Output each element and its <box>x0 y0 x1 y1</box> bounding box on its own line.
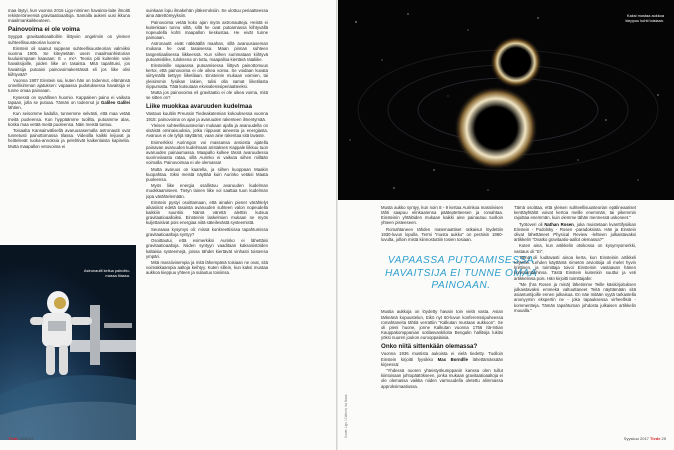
paragraph: Einstein pystyi osoittamaan, että ainakin pienet värähtelyt aikasiirat edetä tasaista avaruuden suhteen valon nopeudella kaikkiin suuntiin. Nämä värettä aletttin kutsua gravitaatioaalloiksi. Einsteinin laskelmien mukaan ne myös kuljettaisivat pois energiaa niitä säteilevästä systeemistä. <box>146 199 268 226</box>
paragraph: Einsteinille vapaassa putoamisessa liittyvä painottomuus kertoi, että painovoima ei ole oikea voima. Se voidaan kuvata siirtymällä tiettyyn liiketilaan. Einsteinin mukaan voimien, tai yleisimmin fysiikan lakien, tulisi olla samat liiketilasta riippumatta. Tätä kutsutaan ekvivalenssiperiaatteeksi. <box>146 63 268 89</box>
footer-page-number: 25 <box>661 436 666 441</box>
paragraph: Osoittautui, että esimerkiksi Aurinko ei lähettäisi gravitaatioaaltoja. Niiden syntyyn vaaditaan kaksosistöiden kaltaisia systeemejä, joissa tähdet kiertävät vinhasti toistensa ympäri. <box>146 238 268 259</box>
paragraph: Yleisen suhteellisuusteorian mukaan ajalla ja avaruudella on sisäistä ominaisuuksia, jotka riippuvat aineesta ja energiasta. Avaruus ei ole tyhjä näyttämö, vaan aine rakentaa sitä lavaste. <box>146 122 268 139</box>
person-name: Galileo Galilei <box>101 99 130 105</box>
paragraph: Toisaalta Kansainvälisellä avaruusasemalla astronautit ovat tunnetusti painottomassa tilassa. Videoilla kaikki leijuvat ja heittelevät ruoka-annoksia ja pelehtivät kaikenlaista kapinelia. Mutta maapallon vetovoima ei <box>8 128 130 149</box>
astronaut-photo <box>0 245 136 440</box>
paragraph: suinkaan lopu ilmakehän yläkerroksiin. Se ulottuu periaatteessa aina äärettömyyksiin. <box>146 8 268 19</box>
paragraph: Tämä oli luultavasti ainoa kerta, kun Einsteinin artikkeli torjuttiin. Lehden käyttämä nimetön arvioitsija oli melet hyvin kriittinen, ja toimittaja toivoi Einsteinin vastaavan hänen kommentteihinsa. Tästä Einstein kuitenkin suuttui ja veti artikkelinsa pois. Hän kirjoitti toimittajalle: <box>514 254 636 281</box>
right-column-2 <box>514 205 636 437</box>
pull-quote: VAPAASSA PUTOAMISESSA HAVAITSIJA EI TUNNE OMAA PAINOAAN. <box>384 255 537 291</box>
person-name: Max Borndlle <box>437 356 469 362</box>
paragraph: Työtoveri oli Nathan Rosen, joka muistetaan kvanttifysiikan Einstein - Podolsky - Rosen -paradoksista. Hän ja Einstein olivat lähettäneet Physical Review -lehteen julkaistavaksi artikkelin "Ovatko gravitaatio-aallot olemassa?" <box>514 221 636 243</box>
paragraph: Kuten aina, kun artikkelin otsikossa on kysymysmerkki, vastaus oli "Ei". <box>514 243 636 254</box>
paragraph: Seuraava kysymys oli: missä konkreettisissa tapahtumissa gravitaatioaaltoja syntyy? <box>146 226 268 237</box>
person-name: Nathan Rosen <box>544 221 574 227</box>
paragraph: Myös liike energia osallistuu avaruuden kudelman muokkaamiseen. Tietyn lainen liike voi saattaa tuon kudelman jopa värähtelemään. <box>146 183 268 199</box>
paragraph: Syyppä gravitaatioaaltoihin liittyviin ongelmiin on yleinen suhteellisuusteorian luonne. <box>8 34 130 45</box>
paragraph: Mitä massiivisempia ja mitä lähempänä toisiaan ne ovat, sitä voimakkaampia aaltoja keihtyy. Kuten sillein, kun kaksi mustaa aukkoa kieppuu yhteen ja sulautuu toisiinsa. <box>146 260 268 276</box>
paragraph: Kun seisomme kadulla, tunnemme selvästi, että maa vetää meitä puoleensa. Kun hyppäämme tuolilta, putoamme alas, koska maa vetää meitä puoleensa. Näin meistä tuntuu. <box>8 111 130 127</box>
paragraph: "Yhdessä nuoren yhteistyökumppanin kanssa olen tullut kiintoisaan johtopäätökseen, jonka mukaan gravitaatioaaltoja ei ole olemassa vaikka niiden varmuudella oletettu alimmassa approksimaatiossa. <box>381 368 503 389</box>
left-column-2 <box>146 8 268 434</box>
left-page <box>0 0 336 450</box>
paragraph: Einstein oli saanut suppean suhteellisuusteorian valmiiksi vuonna 1905. Se kiteytetään usein maailmanhistorian kuuluisimpaan kaavaan: E = mc². Teoria piti kuitenkin vain havaitsijoille, joiden liike on tasaista. Mitä tapahtuisi, jos havaitsija putoaisi painovoimakentässä eli jos liike olisi kiihtyvää? <box>8 45 130 77</box>
footer-brand: Tiede <box>8 436 19 441</box>
paragraph: maa löytyi, kun vuonna 2016 Ligo-niminen havainto-laite ilmoitti rekisteröineensä gravitaatioaaltoja. Samalla aukeni uusi ikkuna maailmankaikkeuteen. <box>8 8 130 24</box>
paragraph: Mutta jos painovoima eli gravitaatio ei ole oikea voima, mitä se sitten on? <box>146 90 268 101</box>
photo-caption: Astronautit kellua painotto-massa tilassa. <box>83 268 130 278</box>
paragraph: Mutta avaruus on kaarella, ja siihen kuoppaan Maakin kuopahtaa. Siksi meistä näyttää kuin Aurinko vetäisi Maata puoleensa. <box>146 166 268 182</box>
left-footer <box>8 436 34 441</box>
black-holes-photo <box>338 0 674 200</box>
right-page <box>338 0 674 450</box>
right-column-1 <box>381 205 503 437</box>
section-heading: Liike muokkaa avaruuden kudelmaa <box>146 102 252 110</box>
black-holes-illustration <box>338 0 674 200</box>
paragraph: Romahtaneen tähden matemaattiset ratkaisut löydettiin 1930-luvun lopulla. Termi "musta aukko" on peräisin 1960-luvulta, jolloin mistä kiinnostuttiin tosien tosiaan. <box>381 226 503 243</box>
paragraph: Kysessä on syvällinen huomio. Kappaleen paino ei vaikuta tapaan, jolla se putoaa. Tämän on todennut jo Galileo Galilei lähtien. <box>8 94 130 111</box>
paragraph: Vuonna 1936 mustista aukoista ei vielä tiedetty. Tuolloin Einstein kirjoitti fyysikko Max Borndlle lähettämässään kirjeessä: <box>381 351 503 367</box>
paragraph: Tämä osoittaa, että yleisen suhteellisuusteorian epälineaariset kenttäyhtälöt voivat kertoa meille enemmän, tai pikemmin rajoittaa enemmän, kuin olemme tähän mennessä uskoneet." <box>514 205 636 221</box>
footer-issue: 12/2017 <box>19 436 34 441</box>
left-column-1 <box>8 8 130 244</box>
paragraph: Vuonna 1907 Einstein sai, kuten hän on todennut, elämänsä onnellisimman ajatuksen: vapaassa pudotuksessa havaitsija ei tunne omaa painoaan. <box>8 78 130 94</box>
paragraph: Painovoima vetää koko ajan myös astronautteja. Heistä ei kuitenkaan tunnu siltä, sillä he ovat putoamassa kiihtyvällä nopeudella kohti maapallon keskustaa. He eivät tunne painoaan. <box>146 19 268 40</box>
section-heading: Painovoima ei ole voima <box>8 25 80 33</box>
paragraph: Vastaus kuultiin Preussin Tiedeakatemian kokouksessa vuonna 1915: painovoima on ajan ja avaruuden rakenteen ilmentymää. <box>146 111 268 122</box>
photo-credit: Kuvat: Ligo / Caltech; iss Nasa <box>344 394 348 438</box>
paragraph: Astronautit eivät näkkäällä maahan, sillä avaruusaseman mukana he ovat tasaisessa. Maan pinnan suhteen tangentiaalisessa liikkeessä. Kun siihen summataan kiihtyvä putoamisliike, tuloksena on tuttu, maapalloa kiertävä rataliike. <box>146 41 268 62</box>
footer-issue: Syyskuu 2017 <box>623 436 649 441</box>
section-heading: Onko niitä sittenkään olemassa? <box>381 342 478 350</box>
paragraph: Musta aukko syntyy, kun noin 8 - 9 kertaa Aurinkoa massiivisen tähti saapuu elinkaarensa pääteptetteesen ja romahtaa. Einsteinin yhtälöiden mukaan kaikki aine painautuu tuolloin yhteen pisteeseen. <box>381 205 503 226</box>
paragraph: Esimerkiksi Aurinngon voi massansa ansiosta ajatella painavan avaruuden kudelmaan aristaksen Kappale liikkuu tuon avaruuden painaumassa. Maapallo kulkee tässä avaruudessa suorinviivasta rataa, sillä Aurinko ei vaikuta siihen millään voimalla. Painovoimaa ei ole olemassa! <box>146 139 268 166</box>
footer-brand: Tiede <box>650 436 661 441</box>
paragraph: Mustia aukkoja on löydetty havain toin vielä vasta. Asian tärkeänä kopuustelun, Eikö nyt 60-luvun konferenssipuheessa romahtaneita tähtiä verrattiin "Kalkutan mustaan aukkoon". Se oli pieni huone, jonne Kalkutan vuonna 1756 Itä-Intian Kauppakomppanian sotilasvankiloita Bengalin hallitsija lukitsi yöksi nuuren joukon eurooppalaisia. <box>381 309 503 341</box>
paragraph: "Me (hra Rosen ja minä) lähetimme Teille käsikirjoituksen julkaistavaksi emmekä valtuuttaneet Teitä näyttämään sitä asiantuntijoille ennen julkaisua. En näe mitään syytä tarkastella anonyymin ekspertin ne - joka tapauksessa virheellisiä - kommentteja. Tämän tapahtuman johdosta julkaisen artikkelin muualla." <box>514 281 636 313</box>
right-footer <box>624 436 666 441</box>
photo-caption: Kaksi mustaa aukkoa kieppuu kohti toisiaan. <box>625 13 664 23</box>
